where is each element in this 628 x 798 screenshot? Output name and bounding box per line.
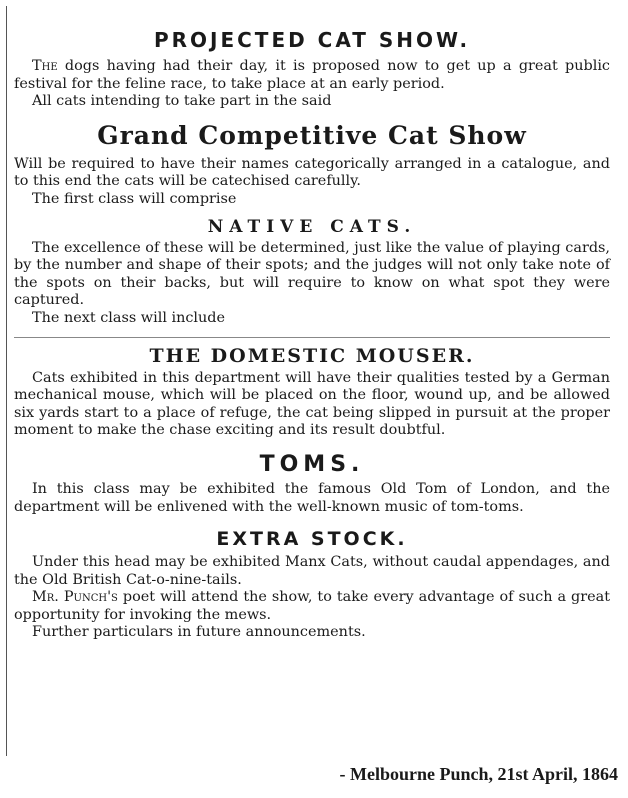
article-title: PROJECTED CAT SHOW.	[153, 28, 471, 52]
grand-next: The first class will comprise	[32, 190, 237, 207]
native-paragraph: The excellence of these will be determined, just like the value of playing cards, by the number and shape of their spots; and the judges will not only take note of the spots on their backs, but will require to know on what spot they were captured.	[14, 239, 610, 309]
toms-paragraph: In this class may be exhibited the famous Old Tom of London, and the department will be enlivened with the well-known music of tom-toms.	[14, 480, 610, 515]
punch-paragraph	[14, 589, 610, 624]
further-paragraph: Further particulars in future announcements.	[32, 624, 366, 641]
intro-paragraph	[14, 58, 610, 93]
source-credit: - Melbourne Punch, 21st April, 1864	[339, 764, 618, 784]
mouser-paragraph: Cats exhibited in this department will have their qualities tested by a German mechanical mouse, which will be placed on the floor, wound up, and be allowed six yards start to a place of refuge, the cat being slipped in pursuit at the proper moment to make the chase exciting and its result doubtful.	[14, 369, 610, 439]
intro-line2: All cats intending to take part in the said	[32, 93, 332, 110]
extra-heading: EXTRA STOCK.	[216, 528, 408, 551]
punch-name: Mr. Punch's	[32, 589, 118, 606]
toms-heading: TOMS.	[259, 451, 365, 477]
punch-text: poet will attend the show, to take every advantage of such a great opportunity for invoking the mews.	[14, 589, 611, 623]
extra-paragraph: Under this head may be exhibited Manx Cats, without caudal appendages, and the Old British Cat-o-nine-tails.	[14, 554, 610, 588]
native-heading: NATIVE CATS.	[207, 216, 417, 237]
intro-text: dogs having had their day, it is proposed now to get up a great public festival for the feline race, to take place at an early period.	[14, 58, 610, 92]
article-column	[14, 28, 610, 642]
intro-dropcap: The	[32, 58, 58, 74]
mouser-heading: THE DOMESTIC MOUSER.	[149, 344, 475, 367]
grand-heading: Grand Competitive Cat Show	[97, 120, 527, 150]
grand-paragraph: Will be required to have their names categorically arranged in a catalogue, and to this end the cats will be catechised carefully.	[14, 155, 610, 190]
divider	[14, 337, 610, 338]
column-rule	[6, 6, 7, 756]
native-next: The next class will include	[32, 309, 226, 326]
